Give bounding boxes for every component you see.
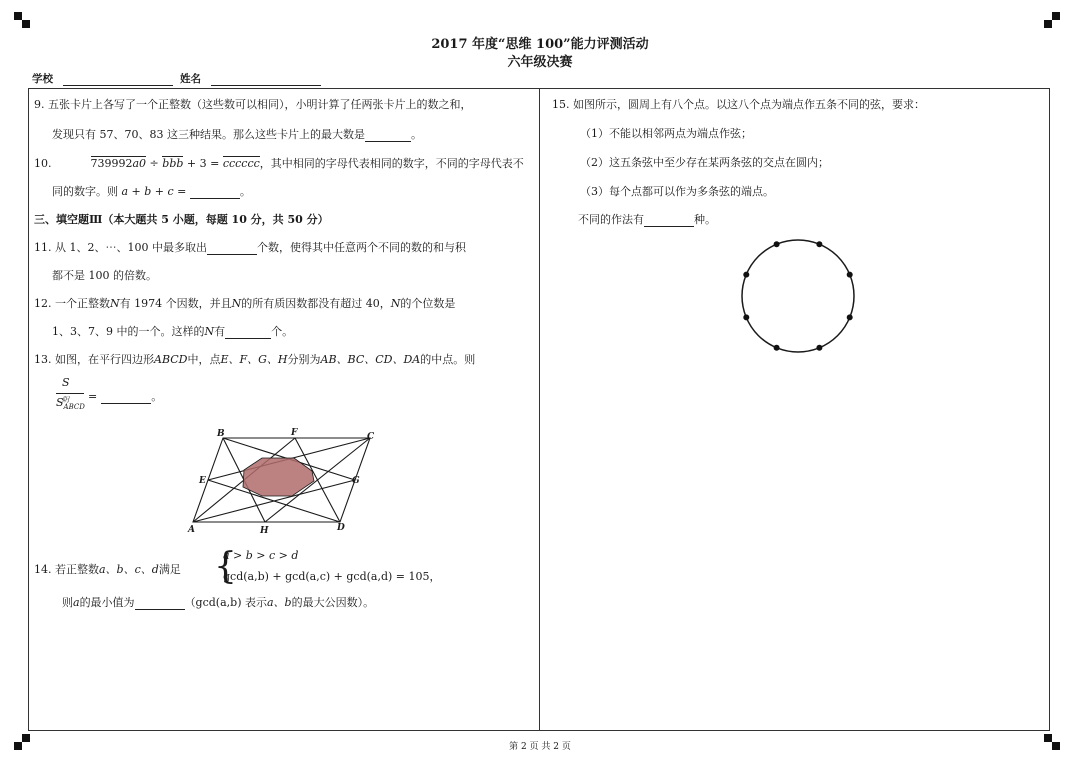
label-f: F xyxy=(291,428,298,438)
q10-tail: 。 xyxy=(239,185,251,198)
q13-answer-line xyxy=(88,390,162,404)
q14-text-c: （gcd(a,b) 表示 xyxy=(184,596,267,609)
registration-mark-top-right xyxy=(1044,12,1066,34)
circle-point-4 xyxy=(816,345,822,351)
circle-point-3 xyxy=(847,314,853,320)
column-divider xyxy=(539,88,540,731)
q10-eq: = xyxy=(173,185,190,198)
q14-cond-word: 满足 xyxy=(158,563,181,576)
q10-answer-blank[interactable] xyxy=(190,186,240,199)
circle-point-7 xyxy=(743,272,749,278)
name-field xyxy=(180,71,321,86)
section-3-heading: 三、填空题Ⅲ（本大题共 5 小题，每题 10 分，共 50 分） xyxy=(34,213,329,226)
q14-text-b: 的最小值为 xyxy=(79,596,135,609)
q10-text: ，其中相同的字母代表相同的数字，不同的字母代表不 xyxy=(259,157,524,170)
parallelogram-figure xyxy=(180,426,390,538)
q14-vars: a、b、c、d xyxy=(99,563,159,576)
q9-line2 xyxy=(52,128,422,142)
label-b: B xyxy=(217,429,225,439)
q14-lead xyxy=(34,563,181,577)
q11-text2: 个数，使得其中任意两个不同的数的和与积 xyxy=(256,241,466,254)
q15-condition-3: （3）每个点都可以作为多条弦的端点。 xyxy=(580,185,774,198)
q13-frac-denominator: $S_{ABCD}$ xyxy=(56,396,85,412)
q12-line2 xyxy=(52,325,293,339)
q12-text-b: 有 1974 个因数，并且 xyxy=(119,297,232,310)
school-label: 学校 xyxy=(32,73,53,85)
q12-text-e: 1、3、7、9 中的一个。这样的 xyxy=(52,325,205,338)
q10-op-div: ÷ xyxy=(146,157,163,170)
q13-answer-blank[interactable] xyxy=(101,391,151,404)
q14-var-a: a xyxy=(73,596,80,609)
q10-line1 xyxy=(34,157,524,171)
name-label: 姓名 xyxy=(180,73,201,85)
q13-frac-numerator: $S_阴$ xyxy=(62,376,70,405)
q9-line1: 9. 五张卡片上各写了一个正整数（这些数可以相同），小明计算了任两张卡片上的数之和， xyxy=(34,98,472,111)
page-number: 第 2 页 共 2 页 xyxy=(509,742,571,752)
q14-text: 14. 若正整数 xyxy=(34,563,99,576)
q13-text-b: 中，点 xyxy=(187,353,221,366)
q13-text-d: 的中点。则 xyxy=(420,353,476,366)
q9-answer-blank[interactable] xyxy=(365,129,411,142)
circle-point-2 xyxy=(847,272,853,278)
page-title: 2017 年度“思维 100”能力评测活动 xyxy=(431,37,649,52)
q10-digits: 739992 xyxy=(90,157,133,170)
circle-outline xyxy=(742,240,854,352)
q15-answer-line xyxy=(578,213,716,227)
q10-overline-c: cccccc xyxy=(222,157,260,170)
q14-ab: a、b xyxy=(266,596,292,609)
q10-op-eq: + 3 = xyxy=(183,157,223,170)
q13-segments: AB、BC、CD、DA xyxy=(320,353,421,366)
name-blank[interactable] xyxy=(211,74,321,86)
q14-gcd-eq: gcd(a,b) + gcd(a,c) + gcd(a,d) = 105 xyxy=(223,570,430,583)
q10-line2 xyxy=(52,185,251,199)
label-g: G xyxy=(352,476,360,486)
q15-condition-1: （1）不能以相邻两点为端点作弦； xyxy=(580,127,752,140)
circle-figure xyxy=(736,236,860,360)
q10-overline-b: bbb xyxy=(162,157,184,170)
q12-text-c: 的所有质因数都没有超过 40， xyxy=(241,297,391,310)
q11-line2: 都不是 100 的倍数。 xyxy=(52,269,157,282)
q15-text: 不同的作法有 xyxy=(578,213,644,226)
q10-text2: 同的数字。则 xyxy=(52,185,122,198)
circle-point-5 xyxy=(774,345,780,351)
label-d: D xyxy=(337,523,345,533)
q15-line1: 15. 如图所示，圆周上有八个点。以这八个点为端点作五条不同的弦，要求： xyxy=(552,98,925,111)
q13-points: E、F、G、H xyxy=(220,353,288,366)
q15-condition-2: （2）这五条弦中至少存在某两条弦的交点在圆内； xyxy=(580,156,829,169)
q10-number: 10. xyxy=(34,157,52,170)
q9-tail: 。 xyxy=(410,128,422,141)
q12-text-f: 有 xyxy=(214,325,226,338)
q15-tail: 种。 xyxy=(694,213,716,226)
q13-tail: 。 xyxy=(151,390,163,403)
q14-condition-1: a > b > c > d xyxy=(223,549,299,562)
registration-mark-top-left xyxy=(14,12,36,34)
circle-point-8 xyxy=(774,241,780,247)
q14-brace: { xyxy=(214,546,237,587)
q13-abcd: ABCD xyxy=(154,353,188,366)
q12-var-n: N xyxy=(390,297,401,310)
q12-var-n: N xyxy=(231,297,242,310)
q10-digit-a: a0 xyxy=(132,157,147,170)
q14-answer-blank[interactable] xyxy=(135,597,185,610)
page-subtitle: 六年级决赛 xyxy=(507,55,573,70)
q10-sum-expr: a + b + c xyxy=(121,185,174,198)
q11-text: 11. 从 1、2、⋯、100 中最多取出 xyxy=(34,241,207,254)
q12-line1 xyxy=(34,297,455,311)
q10-overline-a xyxy=(91,156,147,170)
q13-text-a: 13. 如图，在平行四边形 xyxy=(34,353,154,366)
q12-text-d: 的个位数是 xyxy=(400,297,456,310)
q14-comma: ， xyxy=(429,570,441,583)
q11-answer-blank[interactable] xyxy=(207,242,257,255)
school-blank[interactable] xyxy=(63,74,173,86)
q12-tail: 个。 xyxy=(271,325,294,338)
q14-line2 xyxy=(62,596,374,610)
q13-eq: = xyxy=(88,390,98,403)
label-a: A xyxy=(188,525,195,535)
label-e: E xyxy=(199,476,206,486)
q14-text-a: 则 xyxy=(62,596,73,609)
q13-text-c: 分别为 xyxy=(287,353,321,366)
q13-line1 xyxy=(34,353,475,367)
school-field xyxy=(32,71,173,86)
circle-point-6 xyxy=(743,314,749,320)
q15-answer-blank[interactable] xyxy=(644,214,694,227)
q12-text-a: 12. 一个正整数 xyxy=(34,297,110,310)
q14-text-d: 的最大公因数）。 xyxy=(291,596,375,609)
q12-var-n: N xyxy=(204,325,215,338)
q11-line1 xyxy=(34,241,466,255)
q14-condition-2 xyxy=(223,570,441,584)
circle-point-1 xyxy=(816,241,822,247)
q12-var-n: N xyxy=(110,297,120,310)
label-h: H xyxy=(260,526,269,536)
label-c: C xyxy=(367,432,375,442)
q12-answer-blank[interactable] xyxy=(225,326,271,339)
q13-frac-bar xyxy=(56,393,84,394)
q9-text: 发现只有 57、70、83 这三种结果。那么这些卡片上的最大数是 xyxy=(52,128,365,141)
